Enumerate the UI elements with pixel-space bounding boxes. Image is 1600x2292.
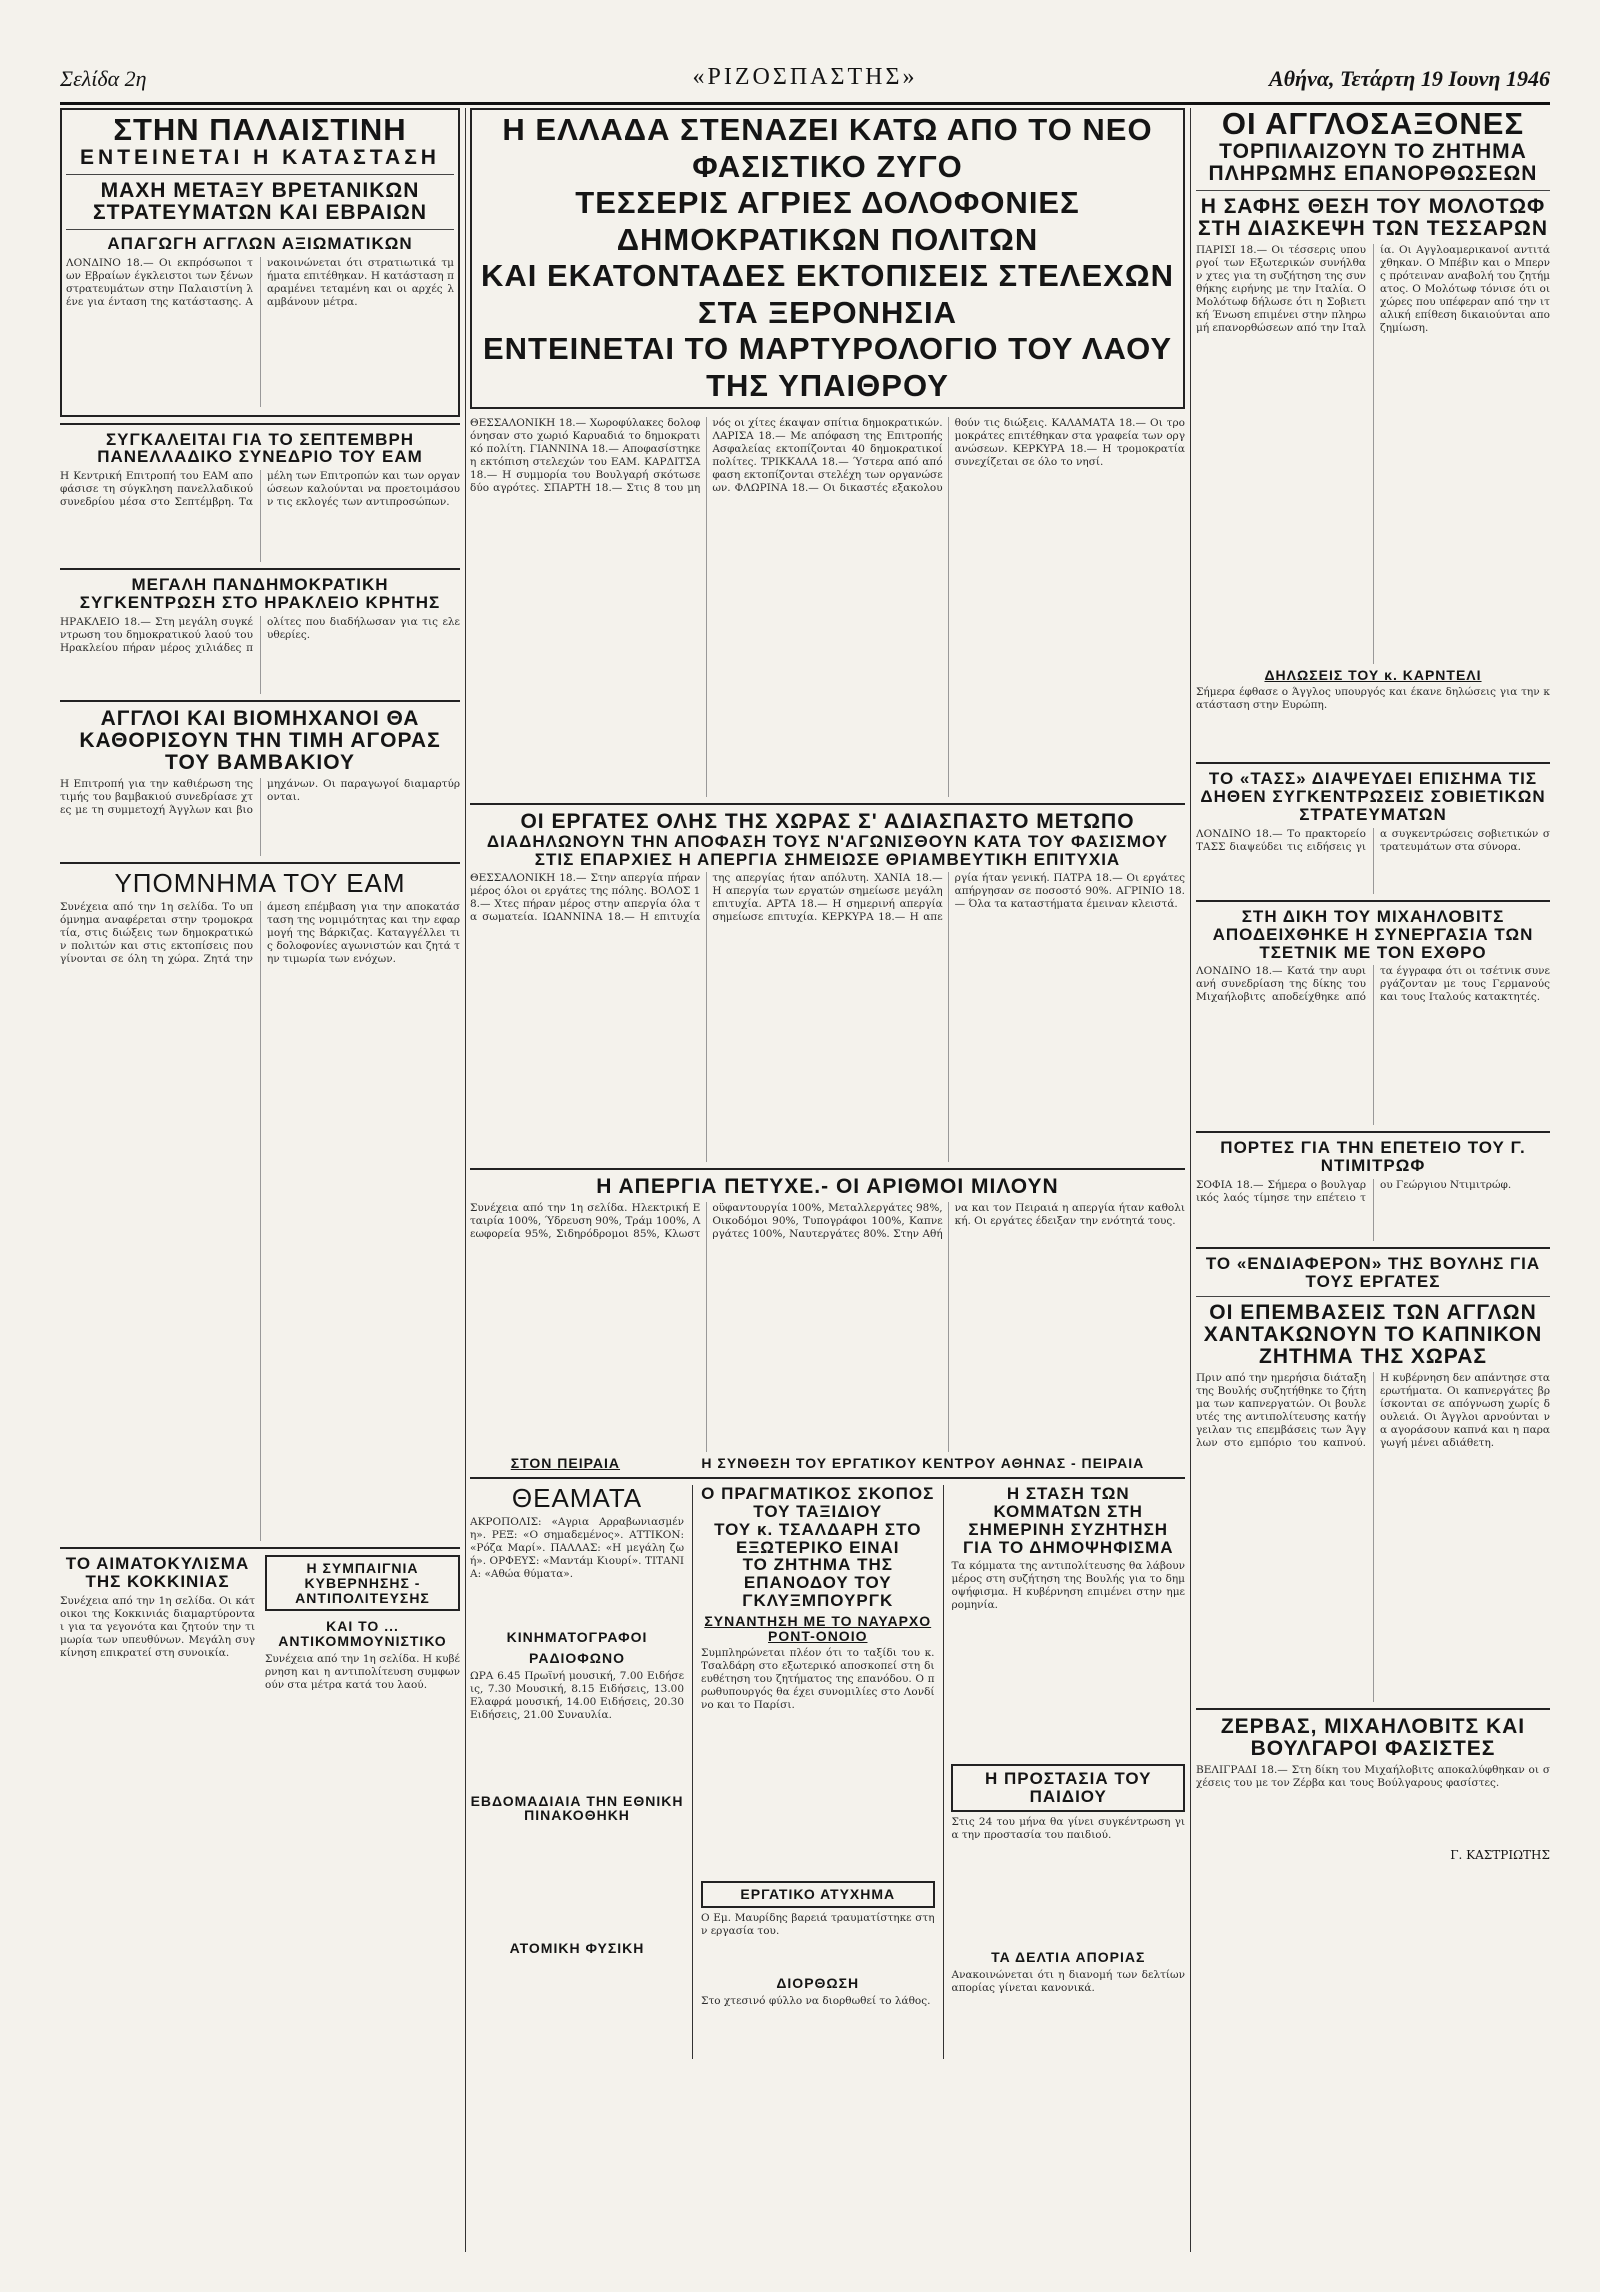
lead-banner	[470, 108, 1185, 409]
palestine-article	[60, 108, 460, 417]
right-column	[1196, 108, 1550, 1862]
article-body: ΒΕΛΙΓΡΑΔΙ 18.— Στη δίκη του Μιχαήλοβιτς αποκαλύφθηκαν οι σχέσεις του με τον Ζέρβα και τους Βούλγαρους φασίστες.	[1196, 1764, 1550, 1790]
headline: Η ΑΠΕΡΓΙΑ ΠΕΤΥΧΕ.- ΟΙ ΑΡΙΘΜΟΙ ΜΙΛΟΥΝ	[596, 1175, 1059, 1199]
banner-line: ΤΕΣΣΕΡΙΣ ΑΓΡΙΕΣ ΔΟΛΟΦΟΝΙΕΣ ΔΗΜΟΚΡΑΤΙΚΩΝ ΠΟΛΙΤΩΝ	[575, 185, 1080, 257]
kicker: ΑΠΑΓΩΓΗ ΑΓΓΛΩΝ ΑΞΙΩΜΑΤΙΚΩΝ	[107, 233, 413, 253]
strike-numbers-article	[470, 1176, 1185, 1471]
banner-line: ΕΝΤΕΙΝΕΤΑΙ ΤΟ ΜΑΡΤΥΡΟΛΟΓΙΟ ΤΟΥ ΛΑΟΥ ΤΗΣ ΥΠΑΙΘΡΟΥ	[482, 331, 1172, 404]
bottom-center-articles	[470, 1485, 1185, 2059]
kokkinia-article	[60, 1555, 255, 2159]
subheading: Η ΣΥΝΘΕΣΗ ΤΟΥ ΕΡΓΑΤΙΚΟΥ ΚΕΝΤΡΟΥ ΑΘΗΝΑΣ - ΠΕΙΡΑΙΑ	[701, 1455, 1145, 1472]
eam-congress-article	[60, 431, 460, 563]
deck: ΣΤΙΣ ΕΠΑΡΧΙΕΣ Η ΑΠΕΡΓΙΑ ΣΗΜΕΙΩΣΕ ΘΡΙΑΜΒΕΥΤΙΚΗ ΕΠΙΤΥΧΙΑ	[534, 849, 1121, 869]
article-body: Η Επιτροπή για την καθιέρωση της τιμής του βαμβακιού συνεδρίασε χτες με τη συμμετοχή Άγγλων και βιομηχάνων. Οι παραγωγοί διαμαρτύρονται.	[60, 778, 460, 817]
headline: Η ΣΥΜΠΑΙΓΝΙΑ ΚΥΒΕΡΝΗΣΗΣ - ΑΝΤΙΠΟΛΙΤΕΥΣΗΣ	[295, 1560, 430, 1606]
issue-date: Αθήνα, Τετάρτη 19 Ιουνη 1946	[1268, 66, 1550, 91]
article-body: Τα κόμματα της αντιπολίτευσης θα λάβουν μέρος στη συζήτηση της Βουλής για το δημοψήφισμα. Η κυβέρνηση επιμένει στην ημερομηνία.	[951, 1560, 1185, 1612]
article-body: ΑΚΡΟΠΟΛΙΣ: «Αγρια Αρραβωνιασμένη». ΡΕΞ: «Ο σημαδεμένος». ΑΤΤΙΚΟΝ: «Ρόζα Μαρί». ΠΑΛΛΑΣ: «Η μεγάλη ζωή». ΟΡΦΕΥΣ: «Μαντάμ Κιουρί». ΤΙΤΑΝΙΑ: «Αθώα θύματα».	[470, 1516, 685, 1581]
column-divider	[465, 108, 466, 2252]
subheading: ΣΥΝΑΝΤΗΣΗ ΜΕ ΤΟ ΝΑΥΑΡΧΟ ΡΟΝΤ-ΟΝΟΙΟ	[704, 1613, 932, 1644]
zervas-article	[1196, 1716, 1550, 1862]
subheadline: ΤΟΥ κ. ΤΣΑΛΔΑΡΗ ΣΤΟ ΕΞΩΤΕΡΙΚΟ ΕΙΝΑΙ	[714, 1519, 922, 1557]
headline: ΜΕΓΑΛΗ ΠΑΝΔΗΜΟΚΡΑΤΙΚΗ	[131, 575, 389, 595]
subheadline: ΕΝΤΕΙΝΕΤΑΙ Η ΚΑΤΑΣΤΑΣΗ	[80, 145, 440, 169]
subheadline: ΣΥΓΚΕΝΤΡΩΣΗ ΣΤΟ ΗΡΑΚΛΕΙΟ ΚΡΗΤΗΣ	[79, 593, 441, 613]
subheadline: ΠΑΝΕΛΛΑΔΙΚΟ ΣΥΝΕΔΡΙΟ ΤΟΥ ΕΑΜ	[97, 447, 423, 467]
article-body: ΗΡΑΚΛΕΙΟ 18.— Στη μεγάλη συγκέντρωση του δημοκρατικού λαού του Ηρακλείου πήραν μέρος χιλιάδες πολίτες που διαδήλωσαν για τις ελευθερίες.	[60, 615, 460, 654]
headline: ΤΟ «ΤΑΣΣ» ΔΙΑΨΕΥΔΕΙ ΕΠΙΣΗΜΑ ΤΙΣ ΔΗΘΕΝ ΣΥΓΚΕΝΤΡΩΣΕΙΣ ΣΟΒΙΕΤΙΚΩΝ ΣΤΡΑΤΕΥΜΑΤΩΝ	[1200, 769, 1546, 825]
article-body: Συνέχεια από την 1η σελίδα. Ηλεκτρική Εταιρία 100%, Ύδρευση 90%, Τράμ 100%, Λεωφορεία 95%, Σιδηρόδρομοι 85%, Κλωστοϋφαντουργία 100%, Μεταλλεργάτες 98%, Οικοδόμοι 90%, Τυπογράφοι 100%, Καπνεργάτες 100%, Ναυτεργάτες 80%. Στην Αθήνα και τον Πειραιά η απεργία ήταν καθολική. Οι εργάτες έδειξαν την ενότητά τους.	[470, 1202, 1185, 1241]
subheading: ΕΒΔΟΜΑΔΙΑΙΑ ΤΗΝ ΕΘΝΙΚΗ ΠΙΝΑΚΟΘΗΚΗ	[470, 1792, 684, 1824]
deck: ΤΟ ΖΗΤΗΜΑ ΤΗΣ ΕΠΑΝΟΔΟΥ ΤΟΥ ΓΚΛΥΞΜΠΟΥΡΓΚ	[742, 1555, 894, 1611]
headline: ΟΙ ΕΡΓΑΤΕΣ ΟΛΗΣ ΤΗΣ ΧΩΡΑΣ Σ' ΑΔΙΑΣΠΑΣΤΟ ΜΕΤΩΠΟ	[520, 809, 1135, 833]
headline: Η ΣΤΑΣΗ ΤΩΝ ΚΟΜΜΑΤΩΝ ΣΤΗ ΣΗΜΕΡΙΝΗ ΣΥΖΗΤΗΣΗ ΓΙΑ ΤΟ ΔΗΜΟΨΗΦΙΣΜΑ	[962, 1484, 1174, 1557]
headline: ΥΠΟΜΝΗΜΑ ΤΟΥ ΕΑΜ	[114, 868, 406, 899]
left-column	[60, 108, 460, 2159]
article-body: Συνέχεια από την 1η σελίδα. Οι κάτοικοι της Κοκκινιάς διαμαρτύρονται για τα γεγονότα και ζητούν την τιμωρία των υπευθύνων. Μεγάλη συγκίνηση επικρατεί στη συνοικία.	[60, 1595, 255, 1660]
cotton-article	[60, 708, 460, 856]
article-body: Σήμερα έφθασε ο Άγγλος υπουργός και έκανε δηλώσεις για την κατάσταση στην Ευρώπη.	[1196, 686, 1550, 712]
subheading: ΔΙΟΡΘΩΣΗ	[776, 1975, 860, 1992]
dimitrov-article	[1196, 1139, 1550, 1241]
subheadline: ΚΑΙ ΤΟ ... ΑΝΤΙΚΟΜΜΟΥΝΙΣΤΙΚΟ	[278, 1618, 447, 1650]
headline: ΣΤΗ ΔΙΚΗ ΤΟΥ ΜΙΧΑΗΛΟΒΙΤΣ ΑΠΟΔΕΙΧΘΗΚΕ Η ΣΥΝΕΡΓΑΣΙΑ ΤΩΝ ΤΣΕΤΝΙΚ ΜΕ ΤΟΝ ΕΧΘΡΟ	[1212, 906, 1534, 962]
page-number: Σελίδα 2η	[60, 66, 147, 91]
workers-article	[470, 811, 1185, 1163]
subheading: ΑΤΟΜΙΚΗ ΦΥΣΙΚΗ	[509, 1940, 645, 1957]
parliament-workers-article	[1196, 1255, 1550, 1702]
article-body: Συνέχεια από την 1η σελίδα. Η κυβέρνηση και η αντιπολίτευση συμφωνούν στα μέτρα κατά του λαού.	[265, 1652, 460, 1691]
subheading: ΔΗΛΩΣΕΙΣ ΤΟΥ κ. ΚΑΡΝΤΕΛΙ	[1264, 666, 1482, 683]
banner-line: Η ΕΛΛΑΔΑ ΣΤΕΝΑΖΕΙ ΚΑΤΩ ΑΠΟ ΤΟ ΝΕΟ ΦΑΣΙΣΤΙΚΟ ΖΥΓΟ	[502, 112, 1153, 184]
deck: Η ΣΑΦΗΣ ΘΕΣΗ ΤΟΥ ΜΟΛΟΤΩΦ ΣΤΗ ΔΙΑΣΚΕΨΗ ΤΩΝ ΤΕΣΣΑΡΩΝ	[1197, 194, 1548, 240]
tass-article	[1196, 770, 1550, 894]
tsaldaris-article	[701, 1485, 935, 2059]
headline: ΑΓΓΛΟΙ ΚΑΙ ΒΙΟΜΗΧΑΝΟΙ ΘΑ ΚΑΘΟΡΙΣΟΥΝ ΤΗΝ ΤΙΜΗ ΑΓΟΡΑΣ ΤΟΥ ΒΑΜΒΑΚΙΟΥ	[79, 706, 441, 774]
headline: ΤΟ «ΕΝΔΙΑΦΕΡΟΝ» ΤΗΣ ΒΟΥΛΗΣ ΓΙΑ ΤΟΥΣ ΕΡΓΑΤΕΣ	[1205, 1254, 1541, 1292]
anglosaxons-article	[1196, 108, 1550, 756]
article-body: Συνέχεια από την 1η σελίδα. Το υπόμνημα αναφέρεται στην τρομοκρατία, στις διώξεις των δημοκρατικών πολιτών και στις εκτοπίσεις που γίνονται σε όλη τη χώρα. Ζητά την άμεση επέμβαση για την αποκατάσταση της νομιμότητας και την εφαρμογή της Βάρκιζας. Καταγγέλλει τις δολοφονίες αγωνιστών και ζητά την τιμωρία των ενόχων.	[60, 901, 460, 966]
article-body: Η Κεντρική Επιτροπή του ΕΑΜ αποφάσισε τη σύγκληση πανελλαδικού συνεδρίου μέσα στο Σεπτέμβρη. Τα μέλη των Επιτροπών και των οργανώσεων καλούνται να προετοιμάσουν τις εκλογές των αντιπροσώπων.	[60, 470, 460, 509]
radio-schedule: ΩΡΑ 6.45 Πρωϊνή μουσική, 7.00 Ειδήσεις, 7.30 Μουσική, 8.15 Ειδήσεις, 13.00 Ελαφρά μουσική, 14.00 Ειδήσεις, 20.30 Ειδήσεις, 21.00 Συναυλία.	[470, 1669, 685, 1721]
mihailovich-trial-article	[1196, 908, 1550, 1126]
article-body: Ο Εμ. Μαυρίδης βαρειά τραυματίστηκε στην εργασία του.	[701, 1912, 935, 1938]
subheading: ΤΑ ΔΕΛΤΙΑ ΑΠΟΡΙΑΣ	[991, 1949, 1146, 1966]
byline: Γ. ΚΑΣΤΡΙΩΤΗΣ	[1450, 1848, 1550, 1863]
column-divider	[1190, 108, 1191, 2252]
headline: ΖΕΡΒΑΣ, ΜΙΧΑΗΛΟΒΙΤΣ ΚΑΙ ΒΟΥΛΓΑΡΟΙ ΦΑΣΙΣΤΕΣ	[1220, 1715, 1526, 1761]
article-body: ΘΕΣΣΑΛΟΝΙΚΗ 18.— Στην απεργία πήραν μέρος όλοι οι εργάτες της πόλης. ΒΟΛΟΣ 18.— Χτες πήραν μέρος στην απεργία όλα τα σωματεία. ΙΩΑΝΝΙΝΑ 18.— Η επιτυχία της απεργίας ήταν απόλυτη. ΧΑΝΙΑ 18.— Η απεργία των εργατών σημείωσε μεγάλη επιτυχία. ΑΡΤΑ 18.— Η σημερινή απεργία σημείωσε επιτυχία. ΚΕΡΚΥΡΑ 18.— Η απεργία ήταν γενική. ΠΑΤΡΑ 18.— Οι εργάτες απήργησαν σε ποσοστό 90%. ΑΓΡΙΝΙΟ 18.— Όλα τα καταστήματα έμειναν κλειστά.	[470, 872, 1185, 924]
subheading: ΚΙΝΗΜΑΤΟΓΡΑΦΟΙ	[506, 1629, 648, 1646]
headline: ΤΟ ΑΙΜΑΤΟΚΥΛΙΣΜΑ ΤΗΣ ΚΟΚΚΙΝΙΑΣ	[65, 1554, 250, 1592]
subheadline: ΔΙΑΔΗΛΩΝΟΥΝ ΤΗΝ ΑΠΟΦΑΣΗ ΤΟΥΣ Ν'ΑΓΩΝΙΣΘΟΥΝ ΚΑΤΑ ΤΟΥ ΦΑΣΙΣΜΟΥ	[486, 831, 1169, 851]
subheadline: ΤΟΡΠΙΛΑΙΖΟΥΝ ΤΟ ΖΗΤΗΜΑ ΠΛΗΡΩΜΗΣ ΕΠΑΝΟΡΘΩΣΕΩΝ	[1208, 139, 1538, 185]
article-body: Ανακοινώνεται ότι η διανομή των δελτίων απορίας γίνεται κανονικά.	[951, 1968, 1185, 1994]
headline: ΘΕΑΜΑΤΑ	[511, 1483, 643, 1514]
collusion-article	[265, 1555, 460, 2159]
article-body: ΛΟΝΔΙΝΟ 18.— Το πρακτορείο ΤΑΣΣ διαψεύδει τις ειδήσεις για συγκεντρώσεις σοβιετικών στρατευμάτων στα σύνορα.	[1196, 827, 1550, 853]
headline: ΣΤΗΝ ΠΑΛΑΙΣΤΙΝΗ	[113, 112, 407, 147]
subheading: ΣΤΟΝ ΠΕΙΡΑΙΑ	[510, 1455, 621, 1472]
bottom-left-articles	[60, 1555, 460, 2159]
article-body: ΣΟΦΙΑ 18.— Σήμερα ο βουλγαρικός λαός τίμησε την επέτειο του Γεώργιου Ντιμιτρώφ.	[1196, 1179, 1512, 1205]
article-body: ΠΑΡΙΣΙ 18.— Οι τέσσερις υπουργοί των Εξωτερικών συνήλθαν χτες για τη συζήτηση της συνθήκης ειρήνης με την Ιταλία. Ο Μολότωφ δήλωσε ότι η Σοβιετική Ένωση επιμένει στην πληρωμή επανορθώσεων από την Ιταλία. Οι Αγγλοαμερικανοί αντιτάχθηκαν. Ο Μπέβιν και ο Μπερνς πρότειναν αναβολή του ζητήματος. Ο Μολότωφ τόνισε ότι οι χώρες που υπέφεραν από την ιταλική επίθεση δικαιούνται αποζημίωση.	[1196, 243, 1550, 334]
shows-section	[470, 1485, 684, 2059]
paper-name: «ΡΙΖΟΣΠΑΣΤΗΣ»	[692, 64, 918, 90]
deck: ΜΑΧΗ ΜΕΤΑΞΥ ΒΡΕΤΑΝΙΚΩΝ ΣΤΡΑΤΕΥΜΑΤΩΝ ΚΑΙ ΕΒΡΑΙΩΝ	[93, 178, 427, 224]
subheading: ΡΑΔΙΟΦΩΝΟ	[529, 1650, 625, 1667]
article-body: ΛΟΝΔΙΝΟ 18.— Κατά την αυριανή συνεδρίαση της δίκης του Μιχαήλοβιτς αποδείχθηκε από τα έγγραφα ότι οι τσέτνικ συνεργάζονταν με τους Γερμανούς και τους Ιταλούς κατακτητές.	[1196, 965, 1550, 1004]
masthead	[60, 62, 1550, 105]
center-column	[470, 108, 1185, 2059]
subheadline: ΟΙ ΕΠΕΜΒΑΣΕΙΣ ΤΩΝ ΑΓΓΛΩΝ ΧΑΝΤΑΚΩΝΟΥΝ ΤΟ ΚΑΠΝΙΚΟΝ ΖΗΤΗΜΑ ΤΗΣ ΧΩΡΑΣ	[1203, 1300, 1543, 1368]
article-body: Στις 24 του μήνα θα γίνει συγκέντρωση για την προστασία του παιδιού.	[951, 1816, 1185, 1842]
banner-line: ΚΑΙ ΕΚΑΤΟΝΤΑΔΕΣ ΕΚΤΟΠΙΣΕΙΣ ΣΤΕΛΕΧΩΝ ΣΤΑ ΞΕΡΟΝΗΣΙΑ	[480, 258, 1175, 330]
subheading: Η ΠΡΟΣΤΑΣΙΑ ΤΟΥ ΠΑΙΔΙΟΥ	[984, 1769, 1152, 1807]
headline: ΟΙ ΑΓΓΛΟΣΑΞΟΝΕΣ	[1221, 106, 1525, 141]
subheading: ΕΡΓΑΤΙΚΟ ΑΤΥΧΗΜΑ	[740, 1886, 896, 1903]
lead-article-body: ΘΕΣΣΑΛΟΝΙΚΗ 18.— Χωροφύλακες δολοφόνησαν στο χωριό Καρυαδιά το δημοκρατικό πολίτη. ΓΙΑΝΝΙΝΑ 18.— Αποφασίστηκε η εκτόπιση στελεχών του ΕΑΜ. ΚΑΡΔΙΤΣΑ 18.— Η συμμορία του Βουλγαρή σκότωσε δύο αγρότες. ΣΠΑΡΤΗ 18.— Στις 8 του μηνός οι χίτες έκαψαν σπίτια δημοκρατικών. ΛΑΡΙΣΑ 18.— Με απόφαση της Επιτροπής Ασφαλείας εκτοπίζονται 40 δημοκρατικοί πολίτες. ΤΡΙΚΚΑΛΑ 18.— Ύστερα από απόφαση εκτοπίζονται στελέχη των οργανώσεων. ΦΛΩΡΙΝΑ 18.— Οι δικαστές εξακολουθούν τις διώξεις. ΚΑΛΑΜΑΤΑ 18.— Οι τρομοκράτες επιτέθηκαν στα γραφεία των οργανώσεων. ΚΕΡΚΥΡΑ 18.— Η τρομοκρατία συνεχίζεται σε όλο το νησί.	[470, 416, 1185, 494]
eam-memorandum-article	[60, 870, 460, 1541]
heraklion-article	[60, 576, 460, 694]
article-body: Συμπληρώνεται πλέον ότι το ταξίδι του κ. Τσαλδάρη στο εξωτερικό αποσκοπεί στη διευθέτηση του ζητήματος της επανόδου. Ο πρωθυπουργός θα έχει συνομιλίες στο Λονδίνο και το Παρίσι.	[701, 1647, 935, 1712]
article-body: Πριν από την ημερήσια διάταξη της Βουλής συζητήθηκε το ζήτημα των καπνεργατών. Οι βουλευτές της αντιπολίτευσης κατήγγειλαν τις επεμβάσεις των Άγγλων στο εμπόριο του καπνού. Η κυβέρνηση δεν απάντησε στα ερωτήματα. Οι καπνεργάτες βρίσκονται σε απόγνωση χωρίς δουλειά. Οι Άγγλοι αρνούνται να αγοράσουν καπνά και η παραγωγή μένει αδιάθετη.	[1196, 1372, 1550, 1449]
article-body: Στο χτεσινό φύλλο να διορθωθεί το λάθος.	[701, 1994, 931, 2007]
parties-article	[951, 1485, 1185, 2059]
headline: ΣΥΓΚΑΛΕΙΤΑΙ ΓΙΑ ΤΟ ΣΕΠΤΕΜΒΡΗ	[105, 429, 415, 449]
article-body: ΛΟΝΔΙΝΟ 18.— Οι εκπρόσωποι των Εβραίων έγκλειστοι των ξένων στρατευμάτων στην Παλαιστίνη λένε για ένταση της κατάστασης. Ανακοινώνεται ότι στρατιωτικά τμήματα επιτέθηκαν. Η κατάσταση παραμένει τεταμένη και οι αρχές λαμβάνουν μέτρα.	[66, 256, 454, 308]
headline: Ο ΠΡΑΓΜΑΤΙΚΟΣ ΣΚΟΠΟΣ ΤΟΥ ΤΑΞΙΔΙΟΥ	[701, 1484, 935, 1521]
headline: ΠΟΡΤΕΣ ΓΙΑ ΤΗΝ ΕΠΕΤΕΙΟ ΤΟΥ Γ. ΝΤΙΜΙΤΡΩΦ	[1220, 1138, 1526, 1176]
